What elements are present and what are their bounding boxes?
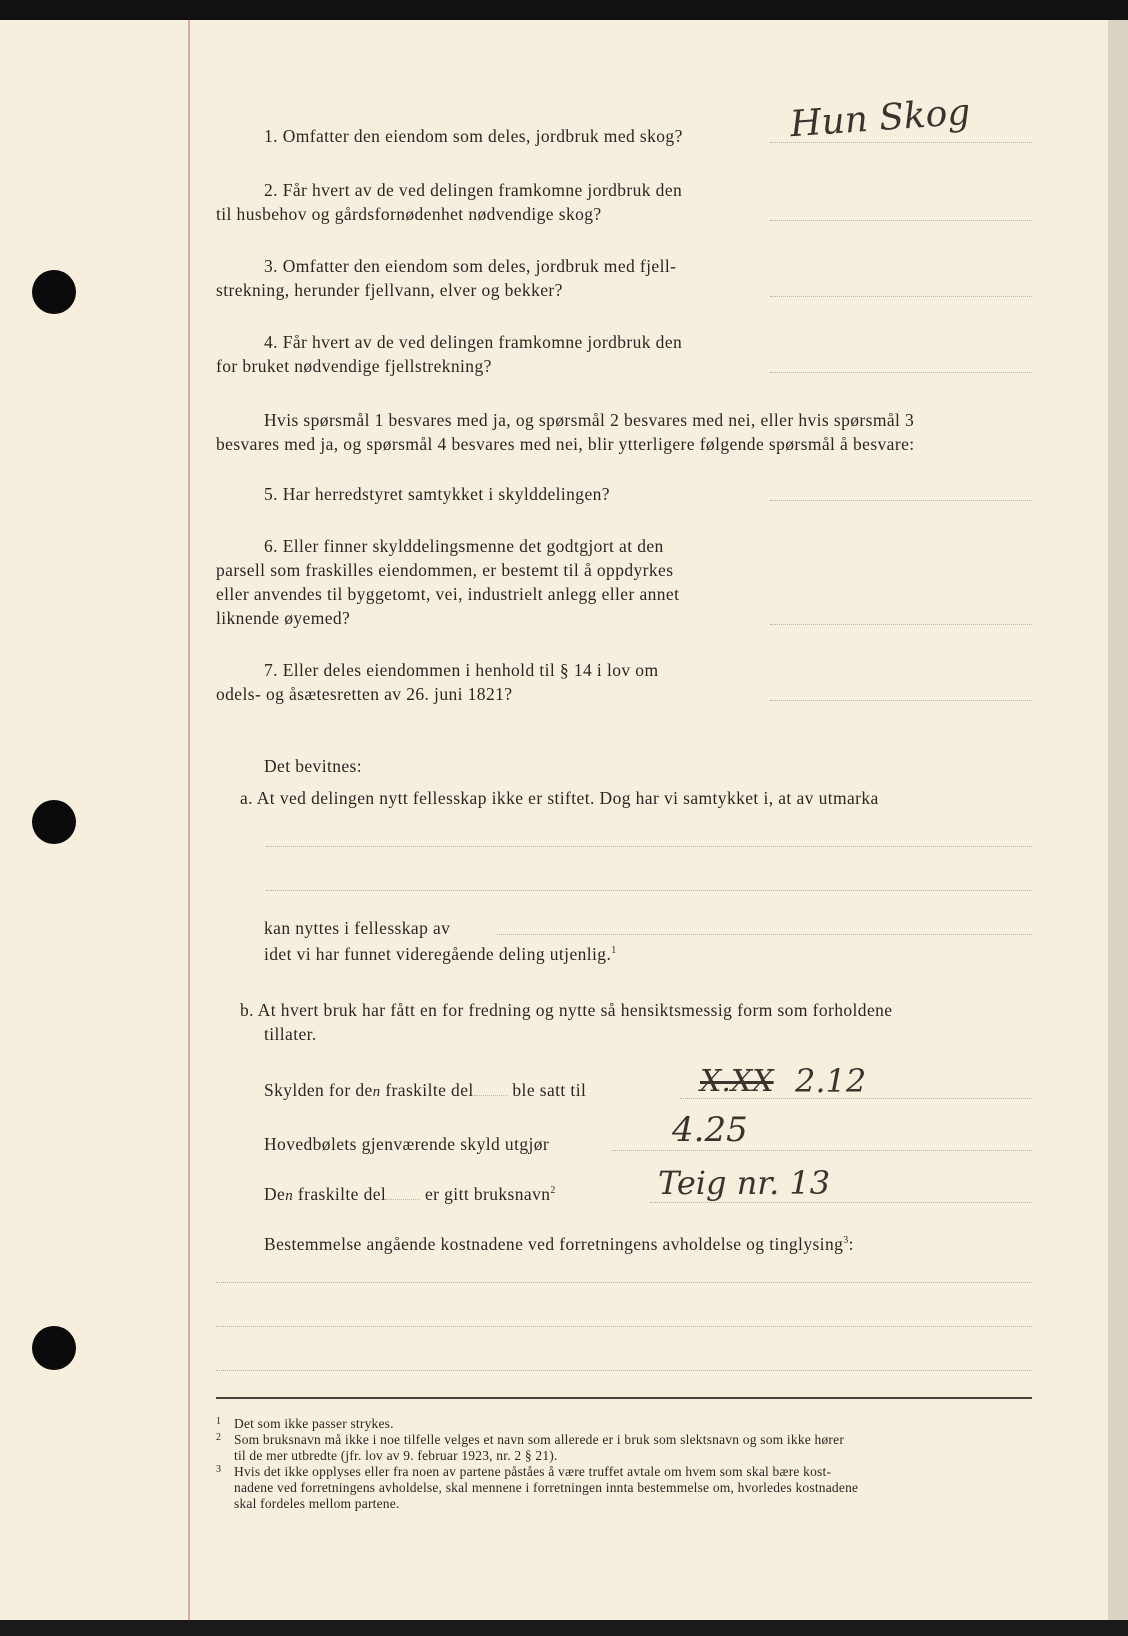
skylden-label-3: ble satt til xyxy=(512,1080,587,1100)
footnote-2 xyxy=(216,1432,1032,1464)
question-4-line-1: 4. Får hvert av de ved delingen framkomne jordbruk den xyxy=(264,332,683,352)
footnote-1-text: Det som ikke passer strykes. xyxy=(234,1416,394,1431)
footnote-1-number: 1 xyxy=(216,1416,222,1427)
skylden-label-1: Skylden for de xyxy=(264,1080,373,1100)
answer-line-2[interactable] xyxy=(770,220,1032,221)
punch-hole-top xyxy=(32,270,76,314)
skylden-value: 2.12 xyxy=(795,1062,867,1100)
footnote-1 xyxy=(216,1416,1032,1432)
question-6-line-2: parsell som fraskilles eiendommen, er bestemt til å oppdyrkes xyxy=(216,560,674,580)
footnote-3-line-3: skal fordeles mellom partene. xyxy=(234,1496,400,1511)
attest-a-line: a. At ved delingen nytt fellesskap ikke er stiftet. Dog har vi samtykket i, at av utmarka xyxy=(240,788,879,808)
footnote-2-line-1: Som bruksnavn må ikke i noe tilfelle velges et navn som allerede er i bruk som slektsnavn og som ikke hører xyxy=(234,1432,845,1447)
question-1: 1. Omfatter den eiendom som deles, jordbruk med skog? xyxy=(264,126,683,146)
answer-line-3[interactable] xyxy=(770,296,1032,297)
question-6-line-4: liknende øyemed? xyxy=(216,608,351,628)
bestemmelse-line-1[interactable] xyxy=(216,1282,1032,1283)
question-6-line-1: 6. Eller finner skylddelingsmenne det godtgjort at den xyxy=(264,536,664,556)
hoved-value: 4.25 xyxy=(672,1110,748,1150)
bruksnavn-inserted-n: n xyxy=(285,1188,294,1204)
answer-line-7[interactable] xyxy=(770,700,1032,701)
question-7-line-1: 7. Eller deles eiendommen i henhold til § 14 i lov om xyxy=(264,660,659,680)
margin-line xyxy=(188,20,190,1620)
answer-1-handwriting: Hun Skog xyxy=(788,91,972,146)
attest-b-line-1: b. At hvert bruk har fått en for fredning og nytte så hensiktsmessig form som forholdene xyxy=(240,1000,893,1020)
page-edge-bottom xyxy=(0,1620,1128,1636)
footnote-3-number: 3 xyxy=(216,1464,222,1475)
question-4-line-2: for bruket nødvendige fjellstrekning? xyxy=(216,356,492,376)
skylden-label-2: fraskilte del xyxy=(385,1080,474,1100)
attest-idet xyxy=(264,944,617,965)
skylden-blank[interactable] xyxy=(474,1095,508,1096)
bestemmelse-label: Bestemmelse angående kostnadene ved forretningens avholdelse og tinglysing xyxy=(264,1234,844,1254)
page-edge-right xyxy=(1108,20,1128,1620)
hoved-label: Hovedbølets gjenværende skyld utgjør xyxy=(264,1134,550,1154)
attest-b-line-2: tillater. xyxy=(264,1024,317,1044)
bestemmelse-colon: : xyxy=(848,1234,854,1254)
skylden-row xyxy=(264,1080,586,1101)
bruksnavn-label-2: fraskilte del xyxy=(297,1184,387,1204)
footnote-divider xyxy=(216,1397,1032,1399)
bestemmelse-row xyxy=(264,1234,854,1255)
skylden-inserted-n: n xyxy=(372,1084,381,1100)
skylden-struck-value: X.XX xyxy=(700,1064,774,1099)
answer-line-4[interactable] xyxy=(770,372,1032,373)
bruksnavn-label-1: De xyxy=(264,1184,286,1204)
bruksnavn-row xyxy=(264,1184,556,1205)
footnote-ref-3: 3 xyxy=(843,1235,849,1247)
question-2-line-1: 2. Får hvert av de ved delingen framkomne jordbruk den xyxy=(264,180,683,200)
bruksnavn-blank[interactable] xyxy=(386,1199,420,1200)
hoved-value-line[interactable] xyxy=(612,1150,1032,1151)
footnote-3-line-2: nadene ved forretningens avholdelse, skal mennene i forretningen innta bestemmelse om, hvorledes kostnadene xyxy=(234,1480,859,1495)
question-3-line-2: strekning, herunder fjellvann, elver og bekker? xyxy=(216,280,563,300)
attest-heading: Det bevitnes: xyxy=(264,756,363,776)
footnote-2-line-2: til de mer utbredte (jfr. lov av 9. februar 1923, nr. 2 § 21). xyxy=(234,1448,558,1463)
bestemmelse-line-3[interactable] xyxy=(216,1370,1032,1371)
answer-line-5[interactable] xyxy=(770,500,1032,501)
footnote-ref-1: 1 xyxy=(611,945,617,957)
condition-line-2: besvares med ja, og spørsmål 4 besvares med nei, blir ytterligere følgende spørsmål å besvare: xyxy=(216,434,915,454)
question-7-line-2: odels- og åsætesretten av 26. juni 1821? xyxy=(216,684,513,704)
question-5: 5. Har herredstyret samtykket i skylddelingen? xyxy=(264,484,610,504)
attest-idet-text: idet vi har funnet videregående deling utjenlig. xyxy=(264,944,612,964)
form-page xyxy=(0,20,1108,1620)
bestemmelse-line-2[interactable] xyxy=(216,1326,1032,1327)
bruksnavn-value: Teig nr. 13 xyxy=(658,1164,831,1202)
condition-line-1: Hvis spørsmål 1 besvares med ja, og spørsmål 2 besvares med nei, eller hvis spørsmål 3 xyxy=(264,410,915,430)
answer-line-6[interactable] xyxy=(770,624,1032,625)
question-3-line-1: 3. Omfatter den eiendom som deles, jordbruk med fjell- xyxy=(264,256,677,276)
question-2-line-2: til husbehov og gårdsfornødenhet nødvendige skog? xyxy=(216,204,602,224)
utmark-line-2[interactable] xyxy=(266,890,1032,891)
utmark-line-1[interactable] xyxy=(266,846,1032,847)
footnote-3-line-1: Hvis det ikke opplyses eller fra noen av partene påståes å være truffet avtale om hvem som skal bære kost- xyxy=(234,1464,832,1479)
bruksnavn-label-3: er gitt bruksnavn xyxy=(424,1184,551,1204)
bruksnavn-value-line[interactable] xyxy=(650,1202,1032,1203)
footnote-3 xyxy=(216,1464,1032,1512)
punch-hole-middle xyxy=(32,800,76,844)
attest-kan-nyttes: kan nyttes i fellesskap av xyxy=(264,918,451,938)
footnote-ref-2: 2 xyxy=(550,1185,556,1197)
fellesskap-line[interactable] xyxy=(497,934,1032,935)
question-6-line-3: eller anvendes til byggetomt, vei, industrielt anlegg eller annet xyxy=(216,584,680,604)
footnote-2-number: 2 xyxy=(216,1432,222,1443)
punch-hole-bottom xyxy=(32,1326,76,1370)
